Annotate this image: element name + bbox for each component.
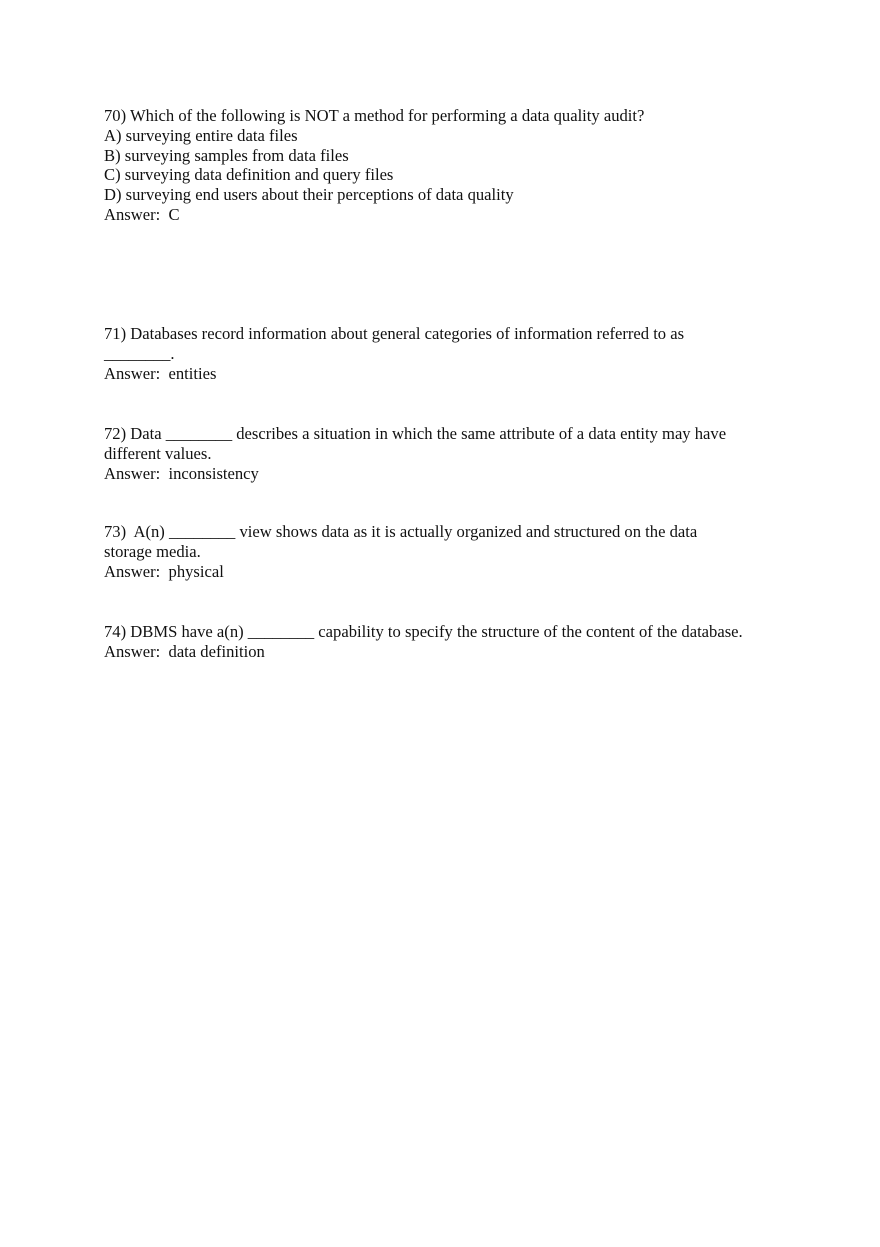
question-73 [104, 522, 784, 581]
question-71 [104, 324, 784, 383]
question-74 [104, 622, 804, 662]
question-prompt: 71) Databases record information about general categories of information referred to as [104, 324, 685, 343]
question-prompt: 70) Which of the following is NOT a method for performing a data quality audit? [104, 106, 645, 125]
question-prompt: 74) DBMS have a(n) ________ capability to specify the structure of the content of the database. [104, 622, 743, 641]
question-prompt-continued: storage media. [104, 541, 201, 561]
option-d: D) surveying end users about their perceptions of data quality [104, 185, 514, 205]
option-b: B) surveying samples from data files [104, 145, 349, 165]
option-a: A) surveying entire data files [104, 125, 298, 145]
question-prompt: 73) A(n) ________ view shows data as it is actually organized and structured on the data [104, 522, 698, 541]
answer: Answer: data definition [104, 641, 265, 661]
option-c: C) surveying data definition and query files [104, 165, 394, 185]
answer: Answer: physical [104, 561, 224, 581]
question-72 [104, 424, 784, 483]
question-70 [104, 106, 784, 225]
answer: Answer: C [104, 204, 180, 224]
question-prompt-continued: ________. [104, 343, 175, 363]
answer: Answer: inconsistency [104, 463, 259, 483]
question-prompt-continued: different values. [104, 443, 212, 463]
answer: Answer: entities [104, 363, 217, 383]
question-prompt: 72) Data ________ describes a situation in which the same attribute of a data entity may have [104, 424, 727, 443]
